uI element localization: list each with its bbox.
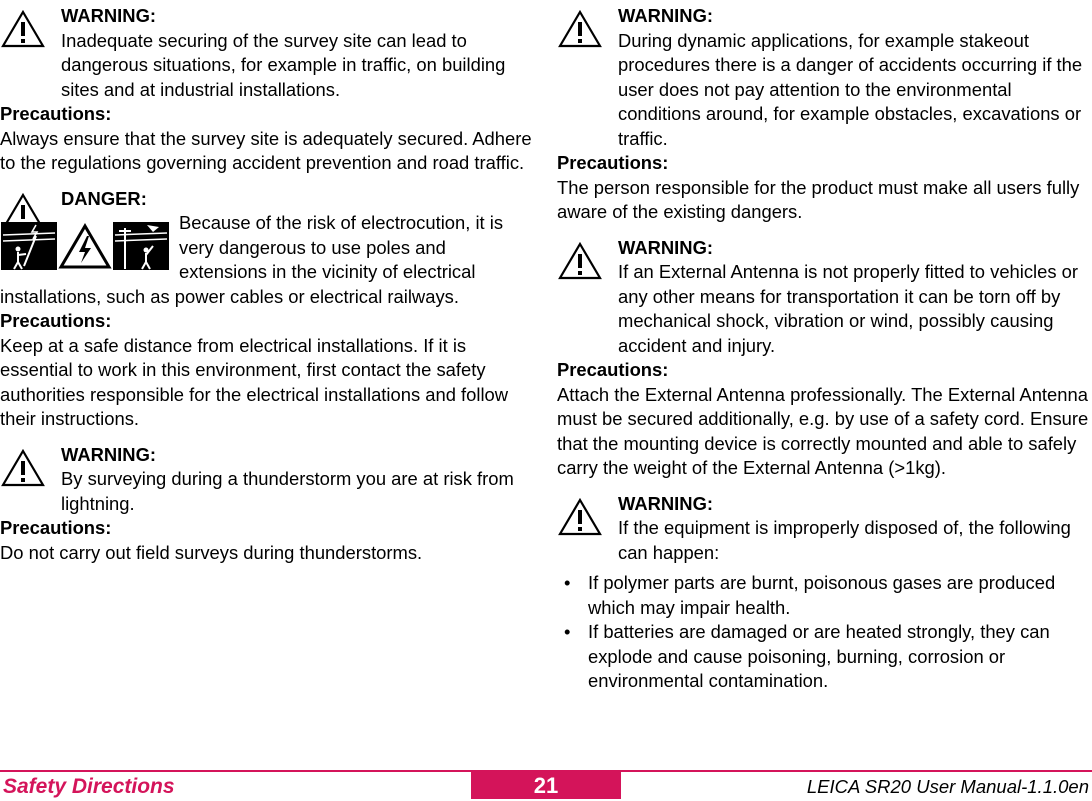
power-line-pole-icon (1, 222, 57, 270)
warning-title: WARNING: (61, 443, 157, 465)
list-item (557, 620, 1090, 694)
warning-dynamic-applications (557, 4, 1090, 151)
page-number: 21 (471, 772, 621, 799)
list-item-text: If polymer parts are burnt, poisonous gases are produced which may impair health. (588, 572, 1056, 618)
high-voltage-icon (57, 222, 113, 270)
warning-title: WARNING: (618, 236, 714, 258)
warning-body: By surveying during a thunderstorm you are at risk from lightning. (61, 468, 514, 514)
warning-icon (1, 449, 45, 487)
bullet-icon: • (564, 621, 571, 642)
section-title: Safety Directions (3, 775, 175, 798)
warning-external-antenna (557, 236, 1090, 359)
precautions-body: Always ensure that the survey site is adequately secured. Adhere to the regulations governing accident prevention and road traffic. (0, 127, 532, 173)
electrocution-pictograms (1, 222, 169, 270)
precautions-body: Keep at a safe distance from electrical installations. If it is essential to work in this environment, first contact the safety authorities responsible for the electrical installations and follow their instructions. (0, 334, 509, 429)
danger-body: Because of the risk of electrocution, it is very dangerous to use poles and extensions in the vicinity of electrical (179, 212, 504, 282)
danger-electrocution (0, 187, 532, 310)
precautions-title: Precautions: (0, 310, 112, 331)
bullet-icon: • (564, 572, 571, 593)
danger-body-continued: installations, such as power cables or electrical railways. (0, 285, 459, 307)
warning-body: Inadequate securing of the survey site can lead to dangerous situations, for example in traffic, on building sites and at industrial installations. (61, 29, 506, 100)
warning-icon (558, 10, 602, 48)
warning-icon (558, 242, 602, 280)
warning-title: WARNING: (61, 5, 157, 26)
warning-body: During dynamic applications, for example stakeout procedures there is a danger of accidents occurring if the user does not pay attention to the environmental conditions around, for example obstacles, excavations or traffic. (618, 29, 1083, 149)
warning-icon (1, 10, 45, 48)
left-column (0, 4, 532, 565)
precautions-title: Precautions: (557, 152, 669, 173)
warning-body: If the equipment is improperly disposed of, the following can happen: (618, 517, 1071, 563)
warning-thunderstorm (0, 443, 532, 517)
precautions-body: Attach the External Antenna professionally. The External Antenna must be secured additionally, e.g. by use of a safety cord. Ensure that the mounting device is correctly mounted and able to safely carry the weight of the External Antenna (>1kg). (557, 383, 1089, 478)
warning-disposal (557, 492, 1090, 566)
precautions-title: Precautions: (557, 359, 669, 380)
right-column (557, 4, 1090, 694)
precautions-title: Precautions: (0, 517, 112, 538)
list-item (557, 571, 1090, 620)
danger-title: DANGER: (61, 187, 147, 209)
warning-title: WARNING: (618, 5, 714, 26)
list-item-text: If batteries are damaged or are heated strongly, they can explode and cause poisoning, burning, corrosion or environmental contamination. (588, 621, 1050, 691)
precautions-title: Precautions: (0, 103, 112, 124)
power-line-worker-icon (113, 222, 169, 270)
manual-title: LEICA SR20 User Manual-1.1.0en (806, 776, 1089, 797)
warning-title: WARNING: (618, 492, 714, 514)
warning-icon (558, 498, 602, 536)
precautions-body: The person responsible for the product must make all users fully aware of the existing dangers. (557, 176, 1080, 222)
precautions-body: Do not carry out field surveys during thunderstorms. (0, 541, 423, 563)
page-footer (0, 770, 1092, 801)
disposal-consequences-list (557, 571, 1090, 694)
warning-body: If an External Antenna is not properly fitted to vehicles or any other means for transportation it can be torn off by mechanical shock, vibration or wind, possibly causing accident and injury. (618, 261, 1079, 356)
warning-survey-site (0, 4, 532, 102)
